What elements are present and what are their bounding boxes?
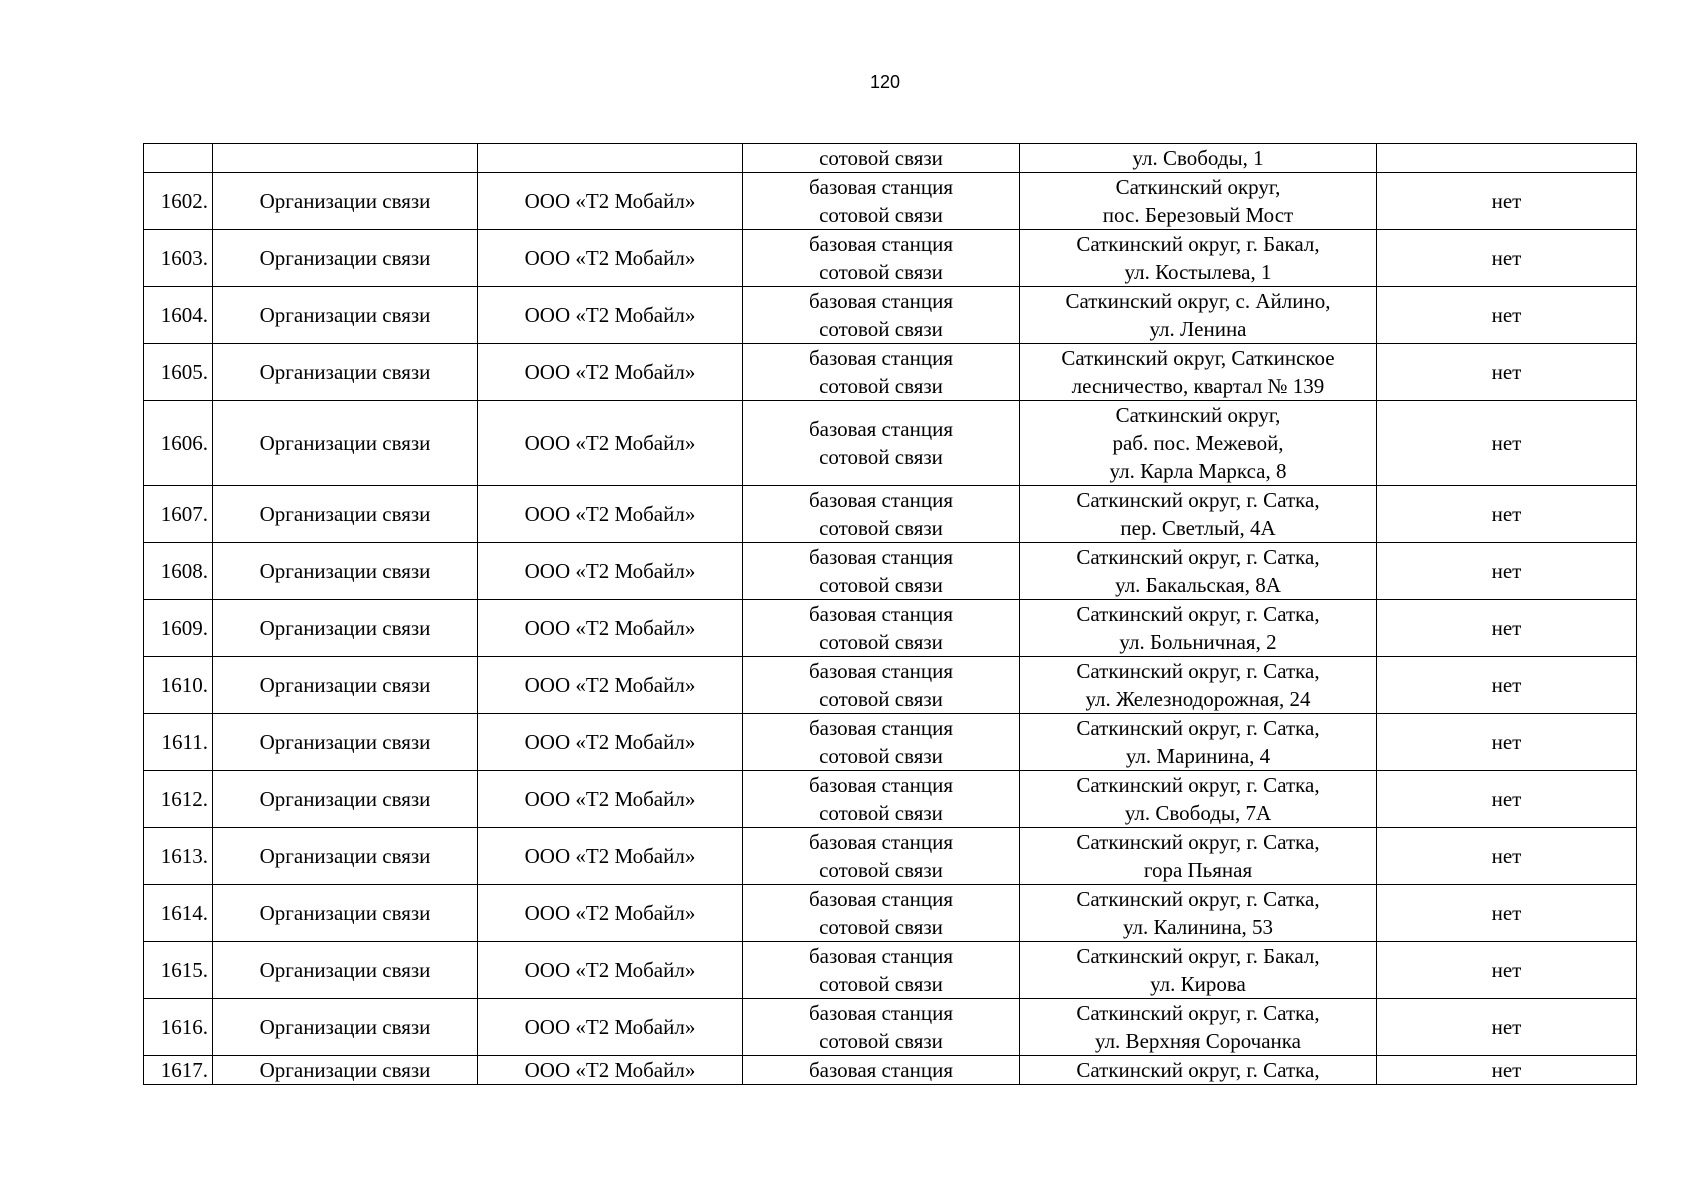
object-cell: [743, 885, 1020, 942]
address-line: Саткинский округ, г. Сатка,: [1076, 602, 1320, 626]
object-line: сотовой связи: [819, 374, 943, 398]
object-line: сотовой связи: [819, 516, 943, 540]
category-cell: Организации связи: [213, 543, 478, 600]
table-row: [144, 771, 1637, 828]
object-line: базовая станция: [809, 659, 953, 683]
address-cell: [1020, 486, 1377, 543]
address-line: Саткинский округ, г. Сатка,: [1076, 773, 1320, 797]
row-number-cell: 1612.: [144, 771, 213, 828]
category-cell: Организации связи: [213, 173, 478, 230]
table-row: [144, 714, 1637, 771]
category-cell: Организации связи: [213, 344, 478, 401]
row-number-cell: 1602.: [144, 173, 213, 230]
status-cell: нет: [1377, 173, 1637, 230]
organization-cell: ООО «Т2 Мобайл»: [478, 287, 743, 344]
table-row: [144, 999, 1637, 1056]
object-line: сотовой связи: [819, 972, 943, 996]
organization-cell: ООО «Т2 Мобайл»: [478, 344, 743, 401]
address-line: гора Пьяная: [1143, 858, 1253, 882]
table-row: [144, 543, 1637, 600]
registry-table-body: [144, 144, 1637, 1085]
address-line: ул. Верхняя Сорочанка: [1095, 1029, 1301, 1053]
address-line: ул. Кирова: [1150, 972, 1246, 996]
status-cell: нет: [1377, 828, 1637, 885]
object-cell: [743, 401, 1020, 486]
organization-cell: ООО «Т2 Мобайл»: [478, 543, 743, 600]
object-cell: [743, 543, 1020, 600]
address-line: пер. Светлый, 4А: [1120, 516, 1276, 540]
table-row: [144, 173, 1637, 230]
object-cell: [743, 714, 1020, 771]
object-cell: [743, 287, 1020, 344]
row-number-cell: 1611.: [144, 714, 213, 771]
category-cell: [213, 144, 478, 173]
object-line: базовая станция: [809, 488, 953, 512]
row-number-cell: 1615.: [144, 942, 213, 999]
object-cell: [743, 344, 1020, 401]
status-cell: нет: [1377, 999, 1637, 1056]
category-cell: Организации связи: [213, 287, 478, 344]
address-line: ул. Бакальская, 8А: [1115, 573, 1281, 597]
address-line: ул. Железнодорожная, 24: [1085, 687, 1311, 711]
status-cell: нет: [1377, 942, 1637, 999]
category-cell: Организации связи: [213, 230, 478, 287]
object-line: сотовой связи: [819, 687, 943, 711]
category-cell: Организации связи: [213, 657, 478, 714]
address-cell: [1020, 144, 1377, 173]
address-line: Саткинский округ, г. Сатка,: [1076, 488, 1320, 512]
address-cell: [1020, 999, 1377, 1056]
organization-cell: ООО «Т2 Мобайл»: [478, 657, 743, 714]
object-line: базовая станция: [809, 602, 953, 626]
address-line: лесничество, квартал № 139: [1071, 374, 1325, 398]
status-cell: нет: [1377, 771, 1637, 828]
object-cell: [743, 657, 1020, 714]
organization-cell: ООО «Т2 Мобайл»: [478, 1056, 743, 1085]
category-cell: Организации связи: [213, 942, 478, 999]
address-line: Саткинский округ,: [1115, 403, 1281, 427]
status-cell: нет: [1377, 230, 1637, 287]
category-cell: Организации связи: [213, 999, 478, 1056]
organization-cell: [478, 144, 743, 173]
object-cell: [743, 771, 1020, 828]
organization-cell: ООО «Т2 Мобайл»: [478, 828, 743, 885]
status-cell: нет: [1377, 1056, 1637, 1085]
organization-cell: ООО «Т2 Мобайл»: [478, 942, 743, 999]
object-line: сотовой связи: [819, 317, 943, 341]
status-cell: нет: [1377, 714, 1637, 771]
address-line: Саткинский округ, Саткинское: [1061, 346, 1335, 370]
object-line: сотовой связи: [819, 1029, 943, 1053]
table-row: [144, 600, 1637, 657]
table-row: [144, 1056, 1637, 1085]
category-cell: Организации связи: [213, 885, 478, 942]
object-cell: [743, 1056, 1020, 1085]
address-line: Саткинский округ, г. Бакал,: [1076, 944, 1320, 968]
table-row: [144, 344, 1637, 401]
address-line: ул. Маринина, 4: [1125, 744, 1271, 768]
address-line: Саткинский округ, г. Сатка,: [1076, 659, 1320, 683]
table-row: [144, 828, 1637, 885]
organization-cell: ООО «Т2 Мобайл»: [478, 173, 743, 230]
address-line: ул. Свободы, 7А: [1124, 801, 1272, 825]
row-number-cell: 1613.: [144, 828, 213, 885]
address-cell: [1020, 344, 1377, 401]
organization-cell: ООО «Т2 Мобайл»: [478, 486, 743, 543]
object-cell: [743, 999, 1020, 1056]
row-number-cell: 1603.: [144, 230, 213, 287]
object-line: сотовой связи: [819, 445, 943, 469]
address-line: Саткинский округ, г. Сатка,: [1076, 545, 1320, 569]
row-number-cell: 1607.: [144, 486, 213, 543]
address-line: Саткинский округ, г. Сатка,: [1076, 1001, 1320, 1025]
address-line: ул. Свободы, 1: [1132, 146, 1264, 170]
object-line: базовая станция: [809, 289, 953, 313]
object-line: базовая станция: [809, 417, 953, 441]
status-cell: нет: [1377, 287, 1637, 344]
status-cell: нет: [1377, 486, 1637, 543]
address-line: Саткинский округ, с. Айлино,: [1065, 289, 1331, 313]
object-line: сотовой связи: [819, 915, 943, 939]
row-number-cell: 1608.: [144, 543, 213, 600]
address-line: Саткинский округ, г. Сатка,: [1076, 716, 1320, 740]
address-cell: [1020, 543, 1377, 600]
status-cell: нет: [1377, 657, 1637, 714]
row-number-cell: 1604.: [144, 287, 213, 344]
object-line: базовая станция: [809, 773, 953, 797]
category-cell: Организации связи: [213, 828, 478, 885]
object-line: базовая станция: [809, 830, 953, 854]
row-number-cell: 1617.: [144, 1056, 213, 1085]
category-cell: Организации связи: [213, 600, 478, 657]
row-number-cell: [144, 144, 213, 173]
category-cell: Организации связи: [213, 401, 478, 486]
address-cell: [1020, 173, 1377, 230]
object-line: сотовой связи: [819, 801, 943, 825]
object-line: сотовой связи: [819, 203, 943, 227]
object-line: базовая станция: [809, 232, 953, 256]
organization-cell: ООО «Т2 Мобайл»: [478, 600, 743, 657]
status-cell: нет: [1377, 401, 1637, 486]
address-cell: [1020, 401, 1377, 486]
category-cell: Организации связи: [213, 771, 478, 828]
row-number-cell: 1606.: [144, 401, 213, 486]
registry-table: [143, 143, 1637, 1085]
address-line: Саткинский округ, г. Бакал,: [1076, 232, 1320, 256]
object-cell: [743, 486, 1020, 543]
organization-cell: ООО «Т2 Мобайл»: [478, 885, 743, 942]
address-line: ул. Карла Маркса, 8: [1109, 459, 1287, 483]
address-cell: [1020, 230, 1377, 287]
status-cell: нет: [1377, 885, 1637, 942]
object-cell: [743, 942, 1020, 999]
status-cell: нет: [1377, 600, 1637, 657]
address-line: Саткинский округ, г. Сатка,: [1076, 830, 1320, 854]
organization-cell: ООО «Т2 Мобайл»: [478, 401, 743, 486]
object-line: базовая станция: [809, 346, 953, 370]
address-line: пос. Березовый Мост: [1102, 203, 1294, 227]
object-line: сотовой связи: [819, 260, 943, 284]
address-cell: [1020, 942, 1377, 999]
table-row: [144, 486, 1637, 543]
organization-cell: ООО «Т2 Мобайл»: [478, 771, 743, 828]
table-row: [144, 401, 1637, 486]
organization-cell: ООО «Т2 Мобайл»: [478, 714, 743, 771]
address-line: Саткинский округ, г. Сатка,: [1076, 887, 1320, 911]
object-line: сотовой связи: [819, 573, 943, 597]
object-line: базовая станция: [809, 887, 953, 911]
row-number-cell: 1610.: [144, 657, 213, 714]
address-cell: [1020, 828, 1377, 885]
address-cell: [1020, 714, 1377, 771]
address-line: Саткинский округ,: [1115, 175, 1281, 199]
address-line: Саткинский округ, г. Сатка,: [1076, 1058, 1320, 1082]
object-line: базовая станция: [809, 545, 953, 569]
object-line: базовая станция: [809, 716, 953, 740]
row-number-cell: 1609.: [144, 600, 213, 657]
object-cell: [743, 230, 1020, 287]
organization-cell: ООО «Т2 Мобайл»: [478, 230, 743, 287]
address-line: раб. пос. Межевой,: [1112, 431, 1284, 455]
table-row: [144, 885, 1637, 942]
address-line: ул. Калинина, 53: [1122, 915, 1274, 939]
address-line: ул. Больничная, 2: [1119, 630, 1277, 654]
address-cell: [1020, 1056, 1377, 1085]
row-number-cell: 1614.: [144, 885, 213, 942]
row-number-cell: 1605.: [144, 344, 213, 401]
status-cell: нет: [1377, 344, 1637, 401]
category-cell: Организации связи: [213, 714, 478, 771]
table-row: [144, 287, 1637, 344]
status-cell: [1377, 144, 1637, 173]
address-cell: [1020, 657, 1377, 714]
table-row: [144, 942, 1637, 999]
object-line: сотовой связи: [819, 146, 943, 170]
object-line: сотовой связи: [819, 744, 943, 768]
object-cell: [743, 600, 1020, 657]
object-line: базовая станция: [809, 1058, 953, 1082]
object-cell: [743, 144, 1020, 173]
address-line: ул. Костылева, 1: [1124, 260, 1272, 284]
status-cell: нет: [1377, 543, 1637, 600]
object-line: базовая станция: [809, 1001, 953, 1025]
table-row: [144, 657, 1637, 714]
category-cell: Организации связи: [213, 1056, 478, 1085]
table-row: [144, 144, 1637, 173]
page-number: 120: [869, 72, 901, 92]
address-cell: [1020, 600, 1377, 657]
address-line: ул. Ленина: [1149, 317, 1247, 341]
table-row: [144, 230, 1637, 287]
object-cell: [743, 173, 1020, 230]
organization-cell: ООО «Т2 Мобайл»: [478, 999, 743, 1056]
address-cell: [1020, 885, 1377, 942]
category-cell: Организации связи: [213, 486, 478, 543]
object-cell: [743, 828, 1020, 885]
object-line: базовая станция: [809, 944, 953, 968]
row-number-cell: 1616.: [144, 999, 213, 1056]
object-line: базовая станция: [809, 175, 953, 199]
object-line: сотовой связи: [819, 630, 943, 654]
address-cell: [1020, 771, 1377, 828]
address-cell: [1020, 287, 1377, 344]
object-line: сотовой связи: [819, 858, 943, 882]
